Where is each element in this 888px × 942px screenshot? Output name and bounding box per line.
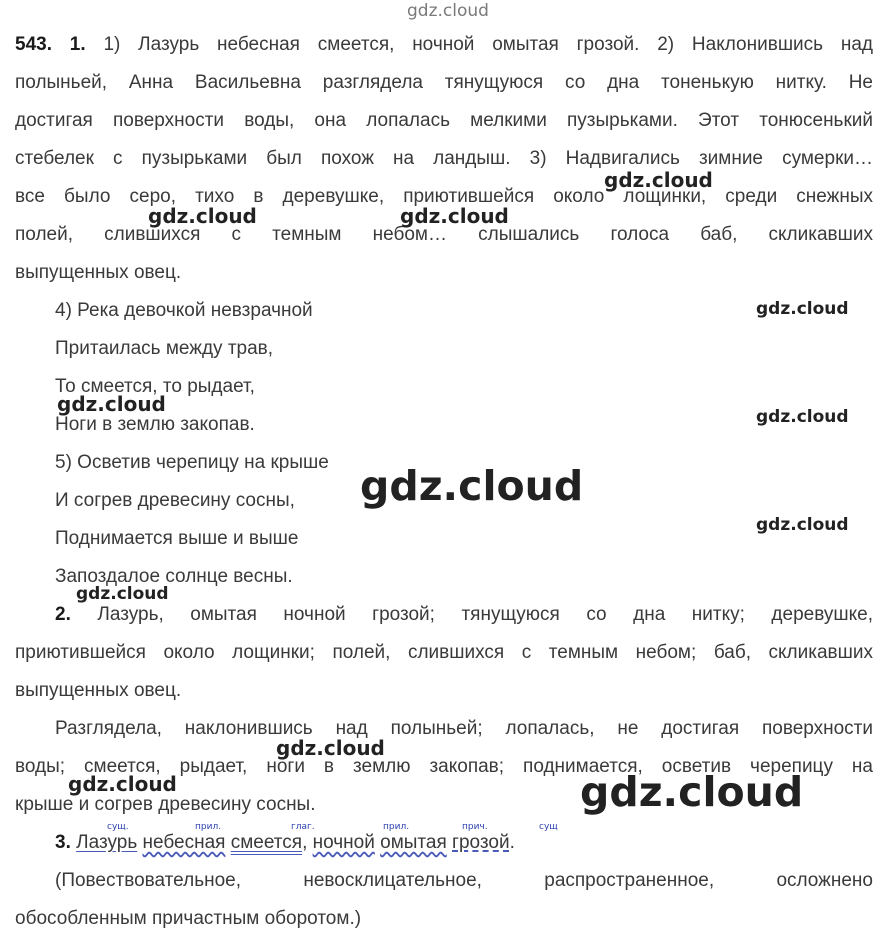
pos-tag-4: прил. <box>383 822 410 832</box>
watermark: gdz.cloud <box>756 299 849 319</box>
part1-line-2: полыньей, Анна Васильевна разглядела тянущуюся со дна тоненькую нитку. Не <box>15 72 873 93</box>
poem5-line-2: И согрев древесину сосны, <box>55 490 295 511</box>
part2-line-5: воды; смеется, рыдает, ноги в землю закопав; поднимается, осветив черепицу на <box>15 756 873 777</box>
part3-label: 3. <box>55 832 71 853</box>
part2-line-3: выпущенных овец. <box>15 680 182 701</box>
part1-line-4: стебелек с пузырьками был похож на ландыш. 3) Надвигались зимние сумерки… <box>15 148 873 169</box>
pos-tag-2: прил. <box>195 822 222 832</box>
pos-tag-3: глаг. <box>291 822 315 832</box>
part3-desc-line-2: обособленным причастным оборотом.) <box>15 908 362 929</box>
part1-line-5: все было серо, тихо в деревушке, приютившейся около лощинки, среди снежных <box>15 186 873 207</box>
watermark: gdz.cloud <box>68 772 177 796</box>
poem5-line-3: Поднимается выше и выше <box>55 528 299 549</box>
poem4-line-3: То смеется, то рыдает, <box>55 376 255 397</box>
watermark: gdz.cloud <box>276 736 385 760</box>
part1-line-7: выпущенных овец. <box>15 262 182 283</box>
part2-line-4: Разглядела, наклонившись над полыньей; лопалась, не достигая поверхности <box>55 718 873 739</box>
part1-line-6: полей, слившихся с темным небом… слышались голоса баб, скликавших <box>15 224 873 245</box>
poem5-line-1: 5) Осветив черепицу на крыше <box>55 452 329 473</box>
watermark: gdz.cloud <box>360 462 584 510</box>
watermark: gdz.cloud <box>148 204 257 228</box>
part2-line-2: приютившейся около лощинки; полей, слившихся с темным небом; баб, скликавших <box>15 642 873 663</box>
exercise-number: 543. <box>15 34 52 55</box>
part2-line-1: 2. Лазурь, омытая ночной грозой; тянущуюся со дна нитку; деревушке, <box>55 604 874 625</box>
part2-line-6: крыше и согрев древесину сосны. <box>15 794 316 815</box>
poem4-line-2: Притаилась между трав, <box>55 338 274 359</box>
poem5-line-4: Запоздалое солнце весны. <box>55 566 293 587</box>
part1-label: 1. <box>69 34 86 55</box>
pos-tag-5: прич. <box>462 822 488 832</box>
part1-line-1: 543. 1. 1) Лазурь небесная смеется, ночной омытая грозой. 2) Наклонившись над <box>15 34 874 55</box>
watermark: gdz.cloud <box>756 515 849 535</box>
watermark-top: gdz.cloud <box>407 1 489 21</box>
part1-line-3: достигая поверхности воды, она лопалась мелкими пузырьками. Этот тонюсенький <box>15 110 873 131</box>
watermark: gdz.cloud <box>756 407 849 427</box>
part3-sentence: 3. Лазурь небесная смеется, ночной омытая грозой. <box>55 832 515 853</box>
poem4-line-1: 4) Река девочкой невзрачной <box>55 300 313 321</box>
pos-tag-1: сущ. <box>107 822 129 832</box>
part2-label: 2. <box>55 604 71 625</box>
pos-tag-6: сущ <box>539 822 558 832</box>
watermark: gdz.cloud <box>400 204 509 228</box>
watermark: gdz.cloud <box>580 768 804 816</box>
part3-desc-line-1: (Повествовательное, невосклицательное, распространенное, осложнено <box>55 870 873 891</box>
watermark: gdz.cloud <box>604 168 713 192</box>
watermark: gdz.cloud <box>76 584 169 604</box>
poem4-line-4: Ноги в землю закопав. <box>55 414 255 435</box>
watermark: gdz.cloud <box>57 392 166 416</box>
